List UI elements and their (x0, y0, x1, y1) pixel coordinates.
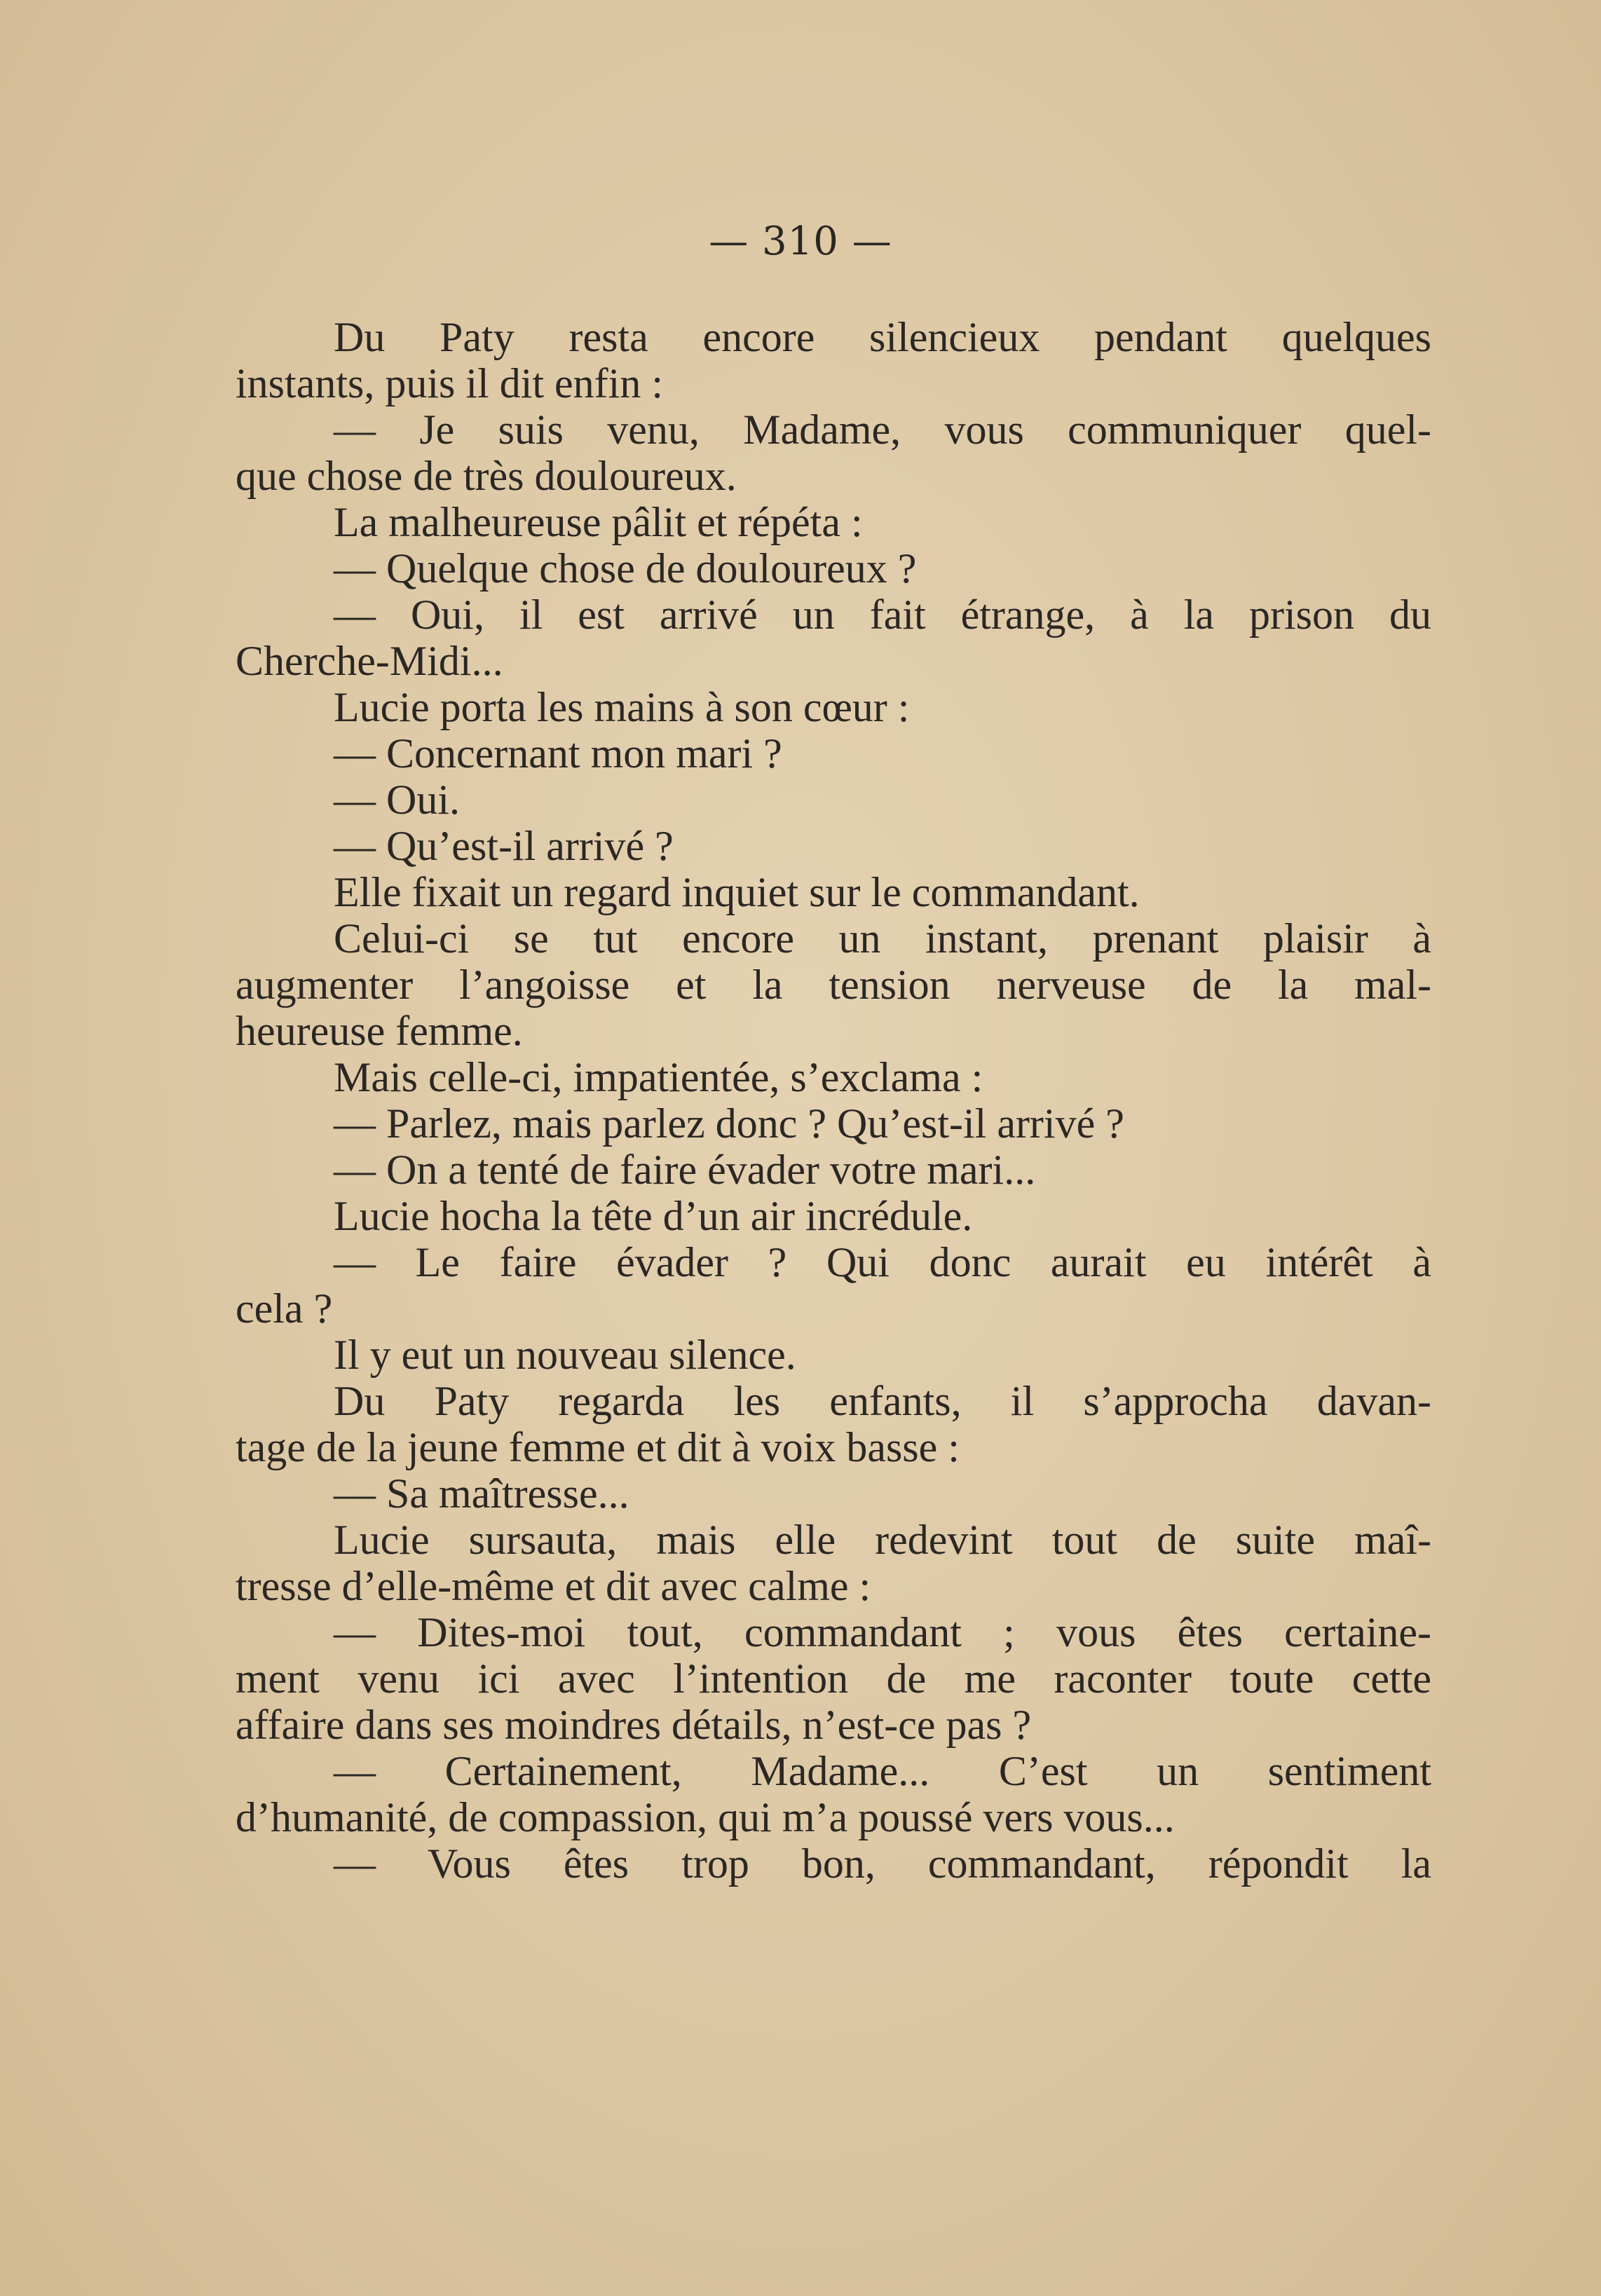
text-line: tage de la jeune femme et dit à voix basse : (236, 1424, 960, 1470)
page-number: — 310 — (709, 219, 892, 264)
text-line: Il y eut un nouveau silence. (334, 1332, 796, 1378)
text-line: — Oui. (334, 777, 460, 823)
text-line: La malheureuse pâlit et répéta : (334, 499, 863, 545)
text-line: que chose de très douloureux. (236, 453, 737, 499)
text-line: Cherche-Midi... (236, 638, 503, 684)
text-line: d’humanité, de compassion, qui m’a poussé vers vous... (236, 1794, 1175, 1840)
text-line: — Certainement, Madame... C’est un sentiment (334, 1748, 1431, 1794)
text-line: — Sa maîtresse... (334, 1470, 629, 1517)
text-line: — Oui, il est arrivé un fait étrange, à la prison du (334, 592, 1431, 638)
text-line: Lucie sursauta, mais elle redevint tout de suite maî- (334, 1517, 1431, 1563)
text-line: Mais celle-ci, impatientée, s’exclama : (334, 1054, 983, 1100)
text-line: — On a tenté de faire évader votre mari... (334, 1147, 1036, 1193)
text-line: Lucie hocha la tête d’un air incrédule. (334, 1193, 973, 1239)
text-line: — Qu’est-il arrivé ? (334, 823, 674, 869)
text-line: Du Paty resta encore silencieux pendant quelques (334, 314, 1431, 360)
text-line: — Je suis venu, Madame, vous communiquer quel- (334, 406, 1431, 453)
text-line: tresse d’elle-même et dit avec calme : (236, 1563, 871, 1609)
text-line: instants, puis il dit enfin : (236, 360, 663, 406)
text-line: augmenter l’angoisse et la tension nerveuse de la mal- (236, 962, 1431, 1008)
text-line: — Quelque chose de douloureux ? (334, 545, 917, 592)
text-line: cela ? (236, 1285, 333, 1332)
text-line: Lucie porta les mains à son cœur : (334, 684, 910, 730)
text-line: affaire dans ses moindres détails, n’est-ce pas ? (236, 1702, 1032, 1748)
text-line: ment venu ici avec l’intention de me raconter toute cette (236, 1655, 1431, 1702)
text-line: — Concernant mon mari ? (334, 730, 782, 777)
text-line: Elle fixait un regard inquiet sur le commandant. (334, 869, 1140, 915)
body-text (236, 314, 1431, 1887)
text-line: heureuse femme. (236, 1008, 523, 1054)
text-line: — Dites-moi tout, commandant ; vous êtes certaine- (334, 1609, 1431, 1655)
text-line: Du Paty regarda les enfants, il s’approcha davan- (334, 1378, 1431, 1424)
text-line: Celui-ci se tut encore un instant, prenant plaisir à (334, 915, 1431, 962)
text-line: — Parlez, mais parlez donc ? Qu’est-il arrivé ? (334, 1100, 1124, 1147)
text-line: — Vous êtes trop bon, commandant, répondit la (334, 1840, 1431, 1887)
text-line: — Le faire évader ? Qui donc aurait eu intérêt à (334, 1239, 1431, 1285)
